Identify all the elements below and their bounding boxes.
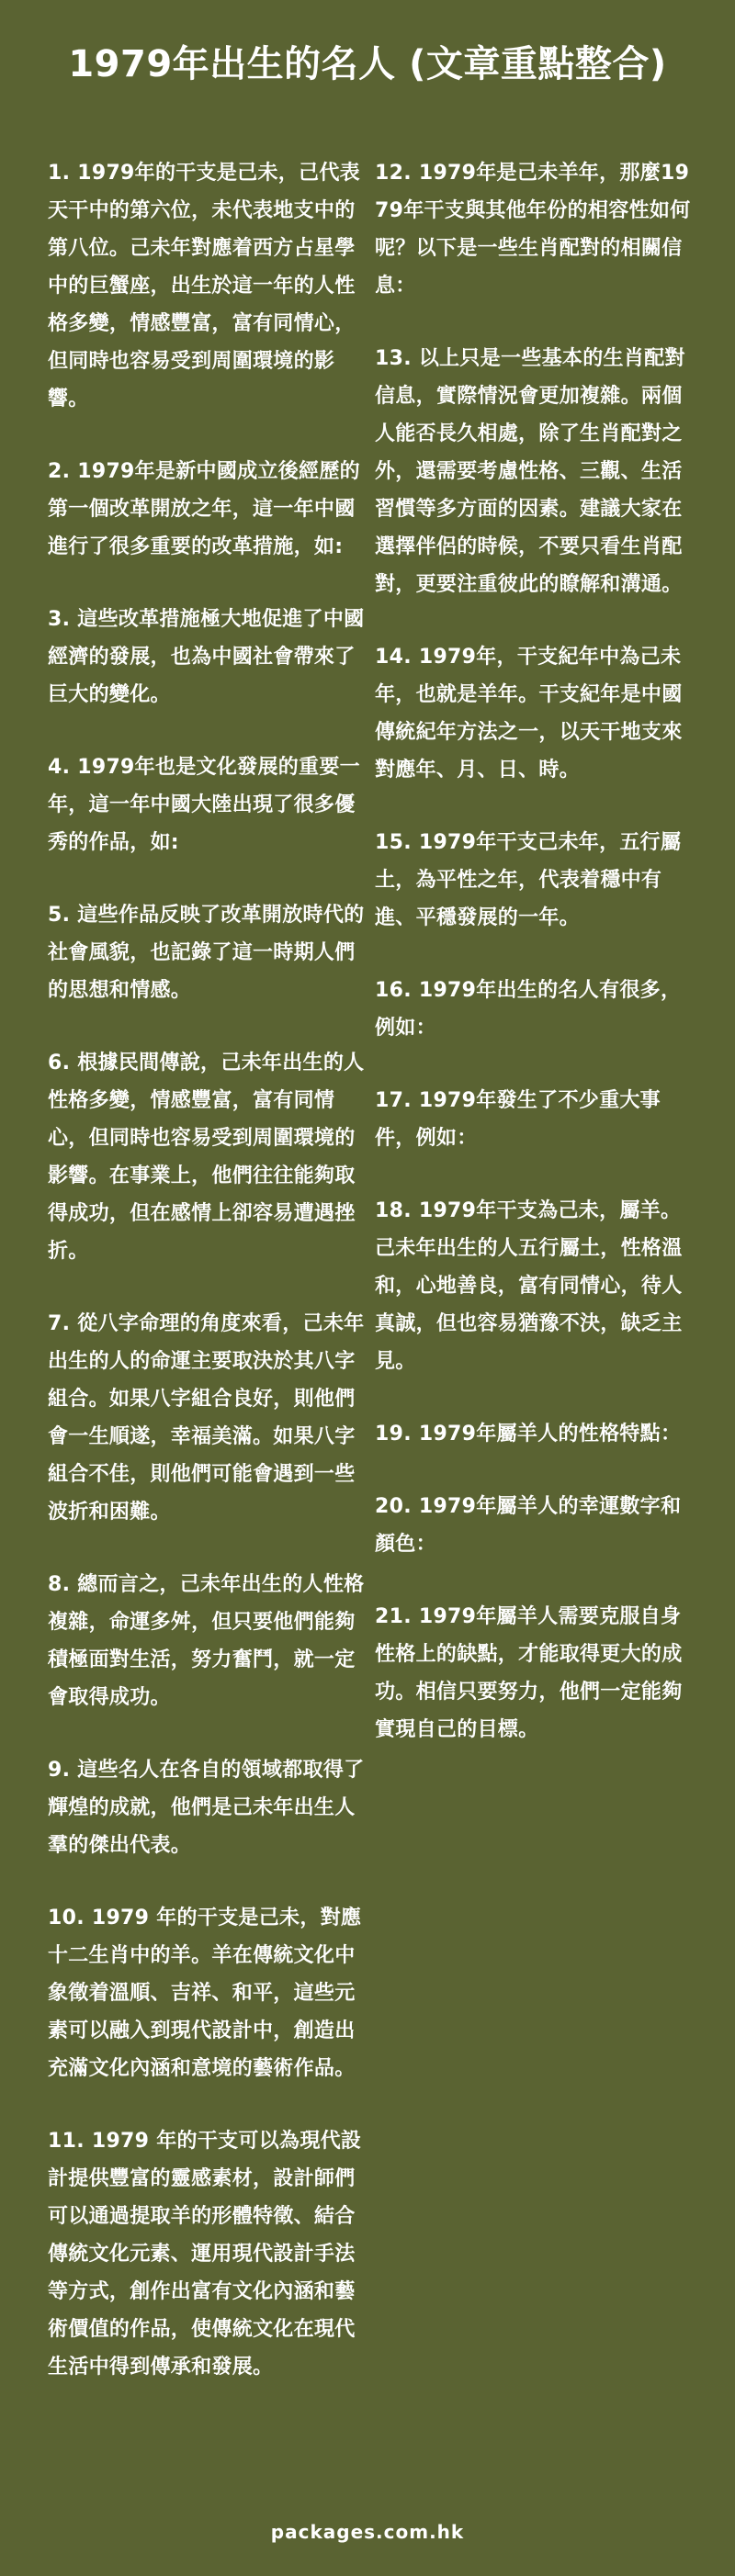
- list-item: 1. 1979年的干支是己未，己代表天干中的第六位，未代表地支中的第八位。己未年對應着西方占星學中的巨蟹座，出生於這一年的人性格多變，情感豐富，富有同情心，但同時也容易受到周圍環境的影響。: [48, 162, 360, 411]
- list-item: 12. 1979年是己未羊年，那麼1979年干支與其他年份的相容性如何呢？以下是一些生肖配對的相關信息：: [375, 162, 691, 298]
- list-item: 16. 1979年出生的名人有很多，例如：: [375, 979, 682, 1040]
- list-item: 18. 1979年干支為己未，屬羊。己未年出生的人五行屬土，性格溫和，心地善良，富有同情心，待人真誠，但也容易猶豫不決，缺乏主見。: [375, 1199, 683, 1373]
- list-item: 4. 1979年也是文化發展的重要一年，這一年中國大陸出現了很多優秀的作品，如:: [48, 756, 360, 854]
- page-title: 1979年出生的名人 (文章重點整合): [68, 43, 667, 85]
- list-item: 11. 1979 年的干支可以為現代設計提供豐富的靈感素材，設計師們可以通過提取羊的形體特徵、結合傳統文化元素、運用現代設計手法等方式，創作出富有文化內涵和藝術價值的作品，使傳統文化在現代生活中得到傳承和發展。: [48, 2130, 362, 2379]
- list-item: 21. 1979年屬羊人需要克服自身性格上的缺點，才能取得更大的成功。相信只要努力，他們一定能夠實現自己的目標。: [375, 1605, 683, 1741]
- list-item: 15. 1979年干支己未年，五行屬土，為平性之年，代表着穩中有進、平穩發展的一年。: [375, 831, 682, 929]
- list-item: 13. 以上只是一些基本的生肖配對信息，實際情況會更加複雜。兩個人能否長久相處，除了生肖配對之外，還需要考慮性格、三觀、生活習慣等多方面的因素。建議大家在選擇伴侶的時候，不要只看生肖配對，更要注重彼此的瞭解和溝通。: [375, 347, 685, 596]
- list-item: 9. 這些名人在各自的領域都取得了輝煌的成就，他們是己未年出生人羣的傑出代表。: [48, 1759, 365, 1857]
- list-item: 17. 1979年發生了不少重大事件，例如：: [375, 1089, 661, 1150]
- right-column: [375, 154, 692, 1783]
- list-item: 2. 1979年是新中國成立後經歷的第一個改革開放之年，這一年中國進行了很多重要的改革措施，如:: [48, 460, 360, 558]
- list-item: 10. 1979 年的干支是己未，對應十二生肖中的羊。羊在傳統文化中象徵着溫順、吉祥、和平，這些元素可以融入到現代設計中，創造出充滿文化內涵和意境的藝術作品。: [48, 1907, 362, 2080]
- list-item: 3. 這些改革措施極大地促進了中國經濟的發展，也為中國社會帶來了巨大的變化。: [48, 608, 365, 706]
- list-item: 8. 總而言之，己未年出生的人性格複雜，命運多舛，但只要他們能夠積極面對生活，努力奮鬥，就一定會取得成功。: [48, 1573, 365, 1709]
- list-item: 14. 1979年，干支紀年中為己未年，也就是羊年。干支紀年是中國傳統紀年方法之一，以天干地支來對應年、月、日、時。: [375, 646, 683, 782]
- left-column: [48, 154, 365, 2421]
- footer-site-link[interactable]: packages.com.hk: [270, 2521, 465, 2543]
- list-item: 7. 從八字命理的角度來看，己未年出生的人的命運主要取決於其八字組合。如果八字組合良好，則他們會一生順遂，幸福美滿。如果八字組合不佳，則他們可能會遇到一些波折和困難。: [48, 1312, 365, 1524]
- list-item: 19. 1979年屬羊人的性格特點：: [375, 1423, 682, 1445]
- list-item: 5. 這些作品反映了改革開放時代的社會風貌，也記錄了這一時期人們的思想和情感。: [48, 904, 365, 1002]
- list-item: 20. 1979年屬羊人的幸運數字和顏色：: [375, 1495, 682, 1556]
- list-item: 6. 根據民間傳說，己未年出生的人性格多變，情感豐富，富有同情心，但同時也容易受到周圍環境的影響。在事業上，他們往往能夠取得成功，但在感情上卻容易遭遇挫折。: [48, 1052, 365, 1263]
